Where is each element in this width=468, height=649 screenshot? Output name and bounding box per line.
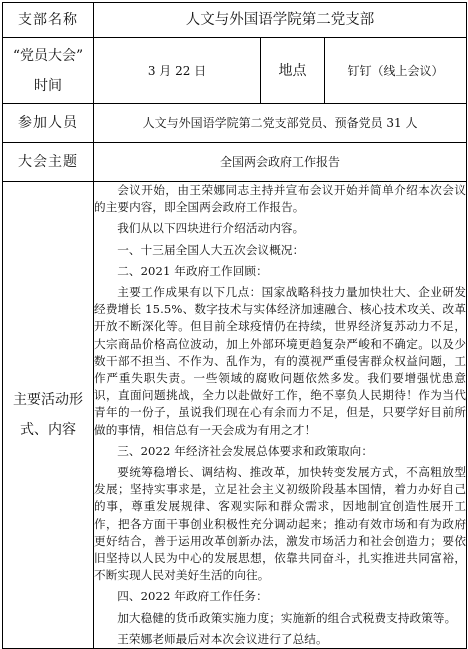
content-paragraph: 会议开始，由王荣娜同志主持并宣布会议开始并简单介绍本次会议的主要内容，即全国两会政府工作报告。 [94,183,467,215]
topic-label: 大会主题 [3,143,94,182]
content-paragraph: 我们从以下四块进行介绍活动内容。 [117,221,305,236]
branch-value: 人文与外国语学院第二党支部 [94,3,467,38]
content-paragraph: 加大稳健的货币政策实施力度；实施新的组合式税费支持政策等。 [117,610,457,625]
content-paragraph: 要统筹稳增长、调结构、推改革，加快转变发展方式，不高粗放型发展；坚持实事求是，立足社会主义初级阶段基本国情，着力办好自己的事，尊重发展规律、客观实际和群众需求，因地制宜创造性展开工作，把各方面干事创业积极性充分调动起来；推动有效市场和有为政府更好结合，善于运用改革创新办法，激发市场活力和社会创造力；要依旧坚持以人民为中心的发展思想，依靠共同奋斗，扎实推进共同富裕，不断实现人民对美好生活的向往。 [94,465,467,583]
content-paragraph: 王荣娜老师最后对本次会议进行了总结。 [117,631,328,646]
activities-label [3,182,94,649]
meeting-time-label-line1: “党员大会” [12,47,84,64]
activities-row [3,182,467,649]
content-heading: 三、2022 年经济社会发展总体要求和政策取向： [117,443,374,458]
activities-label-line1: 主要活动形 [13,392,83,409]
date-value: 3 月 22 日 [94,38,261,104]
branch-label: 支部名称 [3,3,94,38]
content-heading: 四、2022 年政府工作任务： [117,589,268,604]
topic-row [3,143,467,182]
meeting-time-row [3,38,467,104]
content-heading: 一、十三届全国人大五次会议概况： [117,242,305,257]
meeting-time-label [3,38,94,104]
attendees-value: 人文与外国语学院第二党支部党员、预备党员 31 人 [94,104,467,143]
location-label: 地点 [261,38,325,104]
activities-content [94,182,467,649]
meeting-time-label-line2: 时间 [34,77,62,94]
content-paragraph: 主要工作成果有以下几点：国家战略科技力量加快壮大、企业研发经费增长 15.5%、数字技术与实体经济加速融合、核心技术攻关、改革开放不断深化等。但目前全球疫情仍在持续，世界经济复苏动力不足，大宗商品价格高位波动，加上外部环境更趋复杂严峻和不确定。以及少数干部不担当、不作为、乱作为，有的漠视严重侵害群众权益问题，工作严重失职失责。一些领域的腐败问题依然多发。我们要增强忧患意识，直面问题挑战，全力以赴做好工作，绝不辜负人民期待！作为当代青年的一份子，虽说我们现在心有余而力不足，但是，只要学好目前所做的事情，相信总有一天会成为有用之才！ [94,285,467,437]
content-heading: 二、2021 年政府工作回顾： [117,263,268,278]
activities-label-line2: 式、内容 [20,422,76,439]
meeting-record-table [2,2,467,649]
location-value: 钉钉（线上会议） [325,38,467,104]
attendees-label: 参加人员 [3,104,94,143]
attendees-row [3,104,467,143]
branch-row [3,3,467,38]
topic-value: 全国两会政府工作报告 [94,143,467,182]
